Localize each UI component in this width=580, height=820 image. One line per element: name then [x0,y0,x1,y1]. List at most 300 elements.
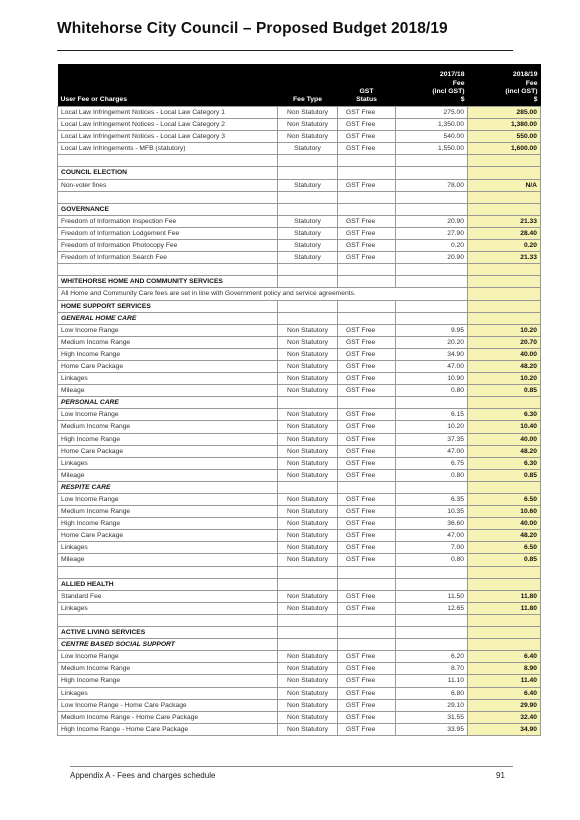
fee-name: Medium Income Range [58,506,278,518]
fee-2018-19: 6.30 [468,457,541,469]
fee-2017-18: 47.00 [396,530,468,542]
footer-divider [70,766,513,767]
fee-name: Standard Fee [58,590,278,602]
fee-2018-19: 6.50 [468,494,541,506]
fee-name: Low Income Range [58,494,278,506]
fee-2017-18: 1,550.00 [396,143,468,155]
fee-name: Medium Income Range [58,336,278,348]
fee-name: High Income Range [58,675,278,687]
empty-cell [278,312,338,324]
fee-type: Non Statutory [278,518,338,530]
fee-2017-18: 78.00 [396,179,468,191]
fee-2017-18: 0.80 [396,554,468,566]
empty-cell [468,481,541,493]
table-body [58,107,541,736]
fee-name: Medium Income Range [58,421,278,433]
table-row [58,348,541,360]
gst-status: GST Free [338,143,396,155]
empty-cell [58,566,278,578]
empty-cell [278,264,338,276]
fee-2017-18: 6.35 [396,494,468,506]
fee-2018-19: 6.40 [468,687,541,699]
fee-2017-18: 6.75 [396,457,468,469]
blank-row [58,614,541,626]
gst-status: GST Free [338,542,396,554]
fee-2017-18: 8.70 [396,663,468,675]
fee-name: Linkages [58,687,278,699]
empty-cell [396,167,468,179]
table-row [58,215,541,227]
table-row [58,360,541,372]
fee-type: Statutory [278,215,338,227]
fee-type: Non Statutory [278,506,338,518]
blank-row [58,264,541,276]
fee-type: Non Statutory [278,348,338,360]
fee-type: Non Statutory [278,421,338,433]
table-row [58,119,541,131]
fee-2017-18: 275.00 [396,107,468,119]
fee-2018-19: 10.60 [468,506,541,518]
fee-name: Freedom of Information Inspection Fee [58,215,278,227]
subsection-heading-row [58,639,541,651]
empty-cell [468,312,541,324]
fee-name: Low Income Range [58,409,278,421]
note-text: All Home and Community Care fees are set in line with Government policy and service agreements. [58,288,468,300]
table-row [58,506,541,518]
fee-2018-19: 21.33 [468,252,541,264]
gst-status: GST Free [338,373,396,385]
empty-cell [396,264,468,276]
empty-cell [338,203,396,215]
gst-status: GST Free [338,179,396,191]
gst-status: GST Free [338,336,396,348]
fee-2017-18: 540.00 [396,131,468,143]
fee-2018-19: 0.85 [468,469,541,481]
empty-cell [338,566,396,578]
fee-2018-19: 1,380.00 [468,119,541,131]
empty-cell [338,397,396,409]
page-number: 91 [496,771,505,780]
gst-status: GST Free [338,723,396,735]
empty-cell [468,578,541,590]
fee-2018-19: 10.20 [468,324,541,336]
fee-2017-18: 1,350.00 [396,119,468,131]
table-row [58,107,541,119]
fee-2018-19: 28.40 [468,227,541,239]
fee-2018-19: 40.00 [468,433,541,445]
section-heading: WHITEHORSE HOME AND COMMUNITY SERVICES [58,276,278,288]
table-row [58,699,541,711]
table-row [58,433,541,445]
empty-cell [338,481,396,493]
table-row [58,675,541,687]
gst-status: GST Free [338,409,396,421]
gst-status: GST Free [338,240,396,252]
fee-name: Linkages [58,373,278,385]
header-type: Fee Type [278,64,338,107]
fee-name: Freedom of Information Search Fee [58,252,278,264]
gst-status: GST Free [338,131,396,143]
empty-cell [278,397,338,409]
fee-2018-19: 48.20 [468,360,541,372]
gst-status: GST Free [338,663,396,675]
empty-cell [338,639,396,651]
empty-cell [338,276,396,288]
empty-cell [468,191,541,203]
fee-2017-18: 0.80 [396,385,468,397]
gst-status: GST Free [338,385,396,397]
gst-status: GST Free [338,687,396,699]
empty-cell [396,155,468,167]
fee-name: Mileage [58,469,278,481]
fee-2018-19: 0.85 [468,554,541,566]
table-row [58,723,541,735]
table-row [58,385,541,397]
fee-name: High Income Range [58,433,278,445]
gst-status: GST Free [338,119,396,131]
empty-cell [396,578,468,590]
fee-type: Non Statutory [278,699,338,711]
gst-status: GST Free [338,360,396,372]
empty-cell [468,300,541,312]
table-row [58,590,541,602]
fee-2018-19: 6.30 [468,409,541,421]
fee-2017-18: 10.35 [396,506,468,518]
fee-name: Medium Income Range [58,663,278,675]
table-row [58,252,541,264]
gst-status: GST Free [338,506,396,518]
fee-2018-19: 10.40 [468,421,541,433]
table-row [58,445,541,457]
empty-cell [468,167,541,179]
table-row [58,373,541,385]
section-heading: ALLIED HEALTH [58,578,278,590]
empty-cell [468,276,541,288]
gst-status: GST Free [338,445,396,457]
fee-name: Home Care Package [58,445,278,457]
gst-status: GST Free [338,433,396,445]
empty-cell [468,264,541,276]
empty-cell [278,191,338,203]
fee-type: Non Statutory [278,711,338,723]
fee-name: Non-voter fines [58,179,278,191]
empty-cell [468,288,541,300]
empty-cell [278,203,338,215]
section-heading-row [58,203,541,215]
gst-status: GST Free [338,590,396,602]
fee-type: Non Statutory [278,457,338,469]
empty-cell [396,191,468,203]
fee-2018-19: 32.40 [468,711,541,723]
subsection-heading-row [58,397,541,409]
page-title: Whitehorse City Council – Proposed Budget 2018/19 [57,20,448,37]
fee-2018-19: 0.20 [468,240,541,252]
fee-name: Home Care Package [58,360,278,372]
fee-name: Linkages [58,602,278,614]
fee-2017-18: 6.15 [396,409,468,421]
fee-type: Non Statutory [278,469,338,481]
fee-type: Non Statutory [278,373,338,385]
empty-cell [338,627,396,639]
fee-2017-18: 12.65 [396,602,468,614]
fee-2017-18: 47.00 [396,360,468,372]
empty-cell [338,191,396,203]
fee-type: Statutory [278,227,338,239]
empty-cell [396,627,468,639]
gst-status: GST Free [338,252,396,264]
fee-name: Low Income Range [58,651,278,663]
fee-name: Local Law Infringements - MFB (statutory) [58,143,278,155]
table-row [58,179,541,191]
section-heading-row [58,578,541,590]
fee-type: Non Statutory [278,542,338,554]
table-row [58,421,541,433]
fee-2018-19: 48.20 [468,530,541,542]
fee-name: Low Income Range - Home Care Package [58,699,278,711]
empty-cell [278,639,338,651]
fee-type: Non Statutory [278,409,338,421]
section-heading: HOME SUPPORT SERVICES [58,300,278,312]
gst-status: GST Free [338,530,396,542]
empty-cell [338,155,396,167]
fee-type: Non Statutory [278,119,338,131]
gst-status: GST Free [338,518,396,530]
empty-cell [468,627,541,639]
fee-2018-19: 285.00 [468,107,541,119]
subsection-heading: CENTRE BASED SOCIAL SUPPORT [58,639,278,651]
empty-cell [338,614,396,626]
fee-name: Local Law Infringement Notices - Local Law Category 3 [58,131,278,143]
subsection-heading-row [58,481,541,493]
fee-2018-19: 48.20 [468,445,541,457]
empty-cell [338,264,396,276]
section-heading: ACTIVE LIVING SERVICES [58,627,278,639]
gst-status: GST Free [338,324,396,336]
gst-status: GST Free [338,711,396,723]
gst-status: GST Free [338,107,396,119]
gst-status: GST Free [338,227,396,239]
empty-cell [396,312,468,324]
fee-type: Non Statutory [278,445,338,457]
empty-cell [278,276,338,288]
fee-2017-18: 0.20 [396,240,468,252]
fee-2018-19: 10.20 [468,373,541,385]
fee-type: Non Statutory [278,324,338,336]
fee-name: High Income Range [58,518,278,530]
table-row [58,324,541,336]
gst-status: GST Free [338,602,396,614]
fee-2017-18: 36.60 [396,518,468,530]
table-row [58,663,541,675]
subsection-heading: PERSONAL CARE [58,397,278,409]
fee-2018-19: 34.90 [468,723,541,735]
empty-cell [396,481,468,493]
fee-type: Non Statutory [278,723,338,735]
fee-2018-19: 550.00 [468,131,541,143]
empty-cell [278,167,338,179]
fee-2018-19: 11.40 [468,675,541,687]
fee-name: Mileage [58,385,278,397]
fee-2018-19: 1,600.00 [468,143,541,155]
note-row [58,288,541,300]
blank-row [58,566,541,578]
title-divider [57,50,513,51]
fee-name: Local Law Infringement Notices - Local Law Category 1 [58,107,278,119]
empty-cell [468,155,541,167]
section-heading: COUNCIL ELECTION [58,167,278,179]
empty-cell [278,578,338,590]
empty-cell [58,155,278,167]
table-row [58,131,541,143]
fee-2017-18: 20.20 [396,336,468,348]
gst-status: GST Free [338,457,396,469]
empty-cell [278,627,338,639]
fee-type: Non Statutory [278,651,338,663]
fee-name: Linkages [58,457,278,469]
fee-type: Non Statutory [278,675,338,687]
empty-cell [278,566,338,578]
fee-type: Non Statutory [278,530,338,542]
fee-2017-18: 6.80 [396,687,468,699]
fee-type: Non Statutory [278,554,338,566]
fee-name: Mileage [58,554,278,566]
empty-cell [468,639,541,651]
subsection-heading: RESPITE CARE [58,481,278,493]
fee-name: Low Income Range [58,324,278,336]
subsection-heading-row [58,312,541,324]
section-heading-row [58,300,541,312]
header-fee: User Fee or Charges [58,64,278,107]
table-row [58,687,541,699]
section-heading-row [58,167,541,179]
gst-status: GST Free [338,421,396,433]
fee-2017-18: 9.95 [396,324,468,336]
fee-2018-19: 6.40 [468,651,541,663]
empty-cell [278,155,338,167]
fee-type: Non Statutory [278,433,338,445]
header-2017-18: 2017/18 Fee (incl GST) $ [396,64,468,107]
empty-cell [338,300,396,312]
empty-cell [468,203,541,215]
empty-cell [468,566,541,578]
fee-2018-19: 11.80 [468,590,541,602]
fee-2018-19: 29.90 [468,699,541,711]
table-row [58,602,541,614]
empty-cell [396,300,468,312]
fee-2018-19: 8.90 [468,663,541,675]
fee-name: Freedom of Information Photocopy Fee [58,240,278,252]
table-header-row [58,64,541,107]
fee-2017-18: 10.20 [396,421,468,433]
fee-type: Non Statutory [278,385,338,397]
fee-type: Non Statutory [278,663,338,675]
fee-2018-19: 21.33 [468,215,541,227]
empty-cell [396,276,468,288]
empty-cell [58,191,278,203]
table-row [58,409,541,421]
header-gst: GST Status [338,64,396,107]
fee-2017-18: 47.00 [396,445,468,457]
gst-status: GST Free [338,348,396,360]
fee-2017-18: 6.20 [396,651,468,663]
gst-status: GST Free [338,651,396,663]
fee-type: Non Statutory [278,131,338,143]
fee-2017-18: 37.35 [396,433,468,445]
fee-2017-18: 27.90 [396,227,468,239]
section-heading-row [58,276,541,288]
fee-name: High Income Range - Home Care Package [58,723,278,735]
fee-type: Non Statutory [278,494,338,506]
fee-type: Statutory [278,143,338,155]
fee-type: Non Statutory [278,336,338,348]
gst-status: GST Free [338,215,396,227]
fee-type: Non Statutory [278,602,338,614]
fee-2018-19: 6.50 [468,542,541,554]
blank-row [58,155,541,167]
empty-cell [396,566,468,578]
fee-type: Non Statutory [278,687,338,699]
empty-cell [58,264,278,276]
fee-type: Statutory [278,240,338,252]
fee-2017-18: 10.90 [396,373,468,385]
fee-type: Non Statutory [278,590,338,602]
table-row [58,530,541,542]
table-row [58,711,541,723]
fee-name: Local Law Infringement Notices - Local Law Category 2 [58,119,278,131]
table-row [58,651,541,663]
fee-2018-19: 11.80 [468,602,541,614]
header-2018-19: 2018/19 Fee (incl GST) $ [468,64,541,107]
fee-2018-19: 0.85 [468,385,541,397]
table-row [58,336,541,348]
table-row [58,143,541,155]
fee-2018-19: 40.00 [468,518,541,530]
fee-type: Non Statutory [278,360,338,372]
empty-cell [338,312,396,324]
empty-cell [278,614,338,626]
empty-cell [58,614,278,626]
fee-2017-18: 29.10 [396,699,468,711]
empty-cell [468,397,541,409]
fee-2017-18: 0.80 [396,469,468,481]
fee-2017-18: 11.10 [396,675,468,687]
section-heading-row [58,627,541,639]
fee-2017-18: 33.95 [396,723,468,735]
fee-2017-18: 31.55 [396,711,468,723]
empty-cell [468,614,541,626]
table-row [58,457,541,469]
fee-name: Freedom of Information Lodgement Fee [58,227,278,239]
section-heading: GOVERNANCE [58,203,278,215]
fee-2018-19: 20.70 [468,336,541,348]
fee-2018-19: 40.00 [468,348,541,360]
empty-cell [396,397,468,409]
footer-label: Appendix A - Fees and charges schedule [70,771,216,780]
table-row [58,240,541,252]
fee-2017-18: 20.90 [396,215,468,227]
table-row [58,554,541,566]
fee-name: High Income Range [58,348,278,360]
empty-cell [278,300,338,312]
gst-status: GST Free [338,554,396,566]
fees-table [57,64,541,736]
table-row [58,469,541,481]
fee-name: Linkages [58,542,278,554]
empty-cell [396,203,468,215]
empty-cell [396,614,468,626]
gst-status: GST Free [338,699,396,711]
table-row [58,494,541,506]
